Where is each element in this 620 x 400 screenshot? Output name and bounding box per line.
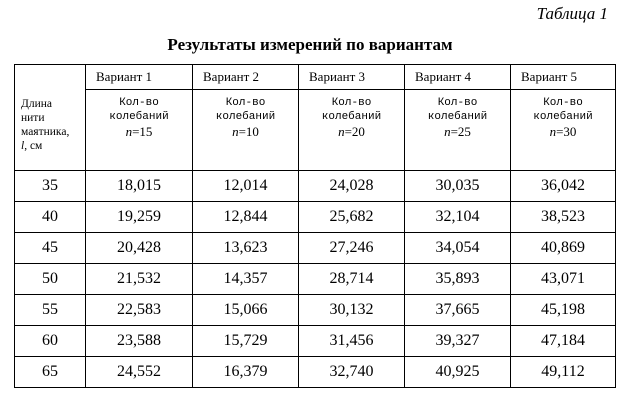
table-row (15, 295, 616, 326)
value-cell: 28,714 (299, 264, 405, 295)
oscillation-count (511, 124, 615, 139)
value-cell: 21,532 (86, 264, 193, 295)
variant-3-count-header (299, 90, 405, 171)
value-cell: 12,014 (193, 171, 299, 202)
oscillation-count (405, 124, 510, 139)
table-row (15, 171, 616, 202)
variant-4-header: Вариант 4 (405, 65, 511, 90)
n-value: =30 (556, 124, 577, 139)
n-value: =15 (132, 124, 153, 139)
value-cell: 16,379 (193, 357, 299, 388)
value-cell: 13,623 (193, 233, 299, 264)
table-caption: Таблица 1 (536, 4, 608, 23)
length-header-line-3: маятника, (21, 125, 70, 138)
length-header-line-4 (21, 139, 85, 153)
length-cell: 50 (15, 264, 86, 295)
n-value: =10 (238, 124, 259, 139)
variant-1-header: Вариант 1 (86, 65, 193, 90)
oscillation-count (193, 124, 298, 139)
length-variable: l (21, 139, 25, 152)
variant-2-count-header (193, 90, 299, 171)
length-unit: , см (24, 139, 43, 152)
value-cell: 22,583 (86, 295, 193, 326)
length-cell: 65 (15, 357, 86, 388)
value-cell: 34,054 (405, 233, 511, 264)
table-row (15, 264, 616, 295)
value-cell: 49,112 (511, 357, 616, 388)
header-row-variants (15, 65, 616, 90)
header-row-counts (15, 90, 616, 171)
table-header (15, 65, 616, 171)
n-variable: n (338, 124, 345, 139)
count-label-line-2: колебаний (427, 111, 488, 123)
n-variable: n (232, 124, 239, 139)
value-cell: 39,327 (405, 326, 511, 357)
value-cell: 35,893 (405, 264, 511, 295)
table-row (15, 202, 616, 233)
value-cell: 15,066 (193, 295, 299, 326)
value-cell: 37,665 (405, 295, 511, 326)
value-cell: 32,104 (405, 202, 511, 233)
table-row (15, 233, 616, 264)
value-cell: 25,682 (299, 202, 405, 233)
variant-3-header: Вариант 3 (299, 65, 405, 90)
value-cell: 32,740 (299, 357, 405, 388)
value-cell: 38,523 (511, 202, 616, 233)
value-cell: 18,015 (86, 171, 193, 202)
variant-5-count-header (511, 90, 616, 171)
n-value: =20 (344, 124, 365, 139)
length-header-line-2: нити (21, 111, 45, 124)
length-column-header (15, 65, 86, 171)
count-label-line-2: колебаний (533, 111, 593, 123)
value-cell: 47,184 (511, 326, 616, 357)
value-cell: 15,729 (193, 326, 299, 357)
value-cell: 30,035 (405, 171, 511, 202)
results-table (14, 64, 616, 388)
n-value: =25 (450, 124, 471, 139)
value-cell: 27,246 (299, 233, 405, 264)
value-cell: 40,925 (405, 357, 511, 388)
n-variable: n (444, 124, 451, 139)
variant-5-header: Вариант 5 (511, 65, 616, 90)
value-cell: 31,456 (299, 326, 405, 357)
value-cell: 30,132 (299, 295, 405, 326)
variant-4-count-header (405, 90, 511, 171)
table-row (15, 357, 616, 388)
table-row (15, 326, 616, 357)
value-cell: 14,357 (193, 264, 299, 295)
n-variable: n (549, 124, 557, 139)
variant-1-count-header (86, 90, 193, 171)
count-label-line-2: колебаний (321, 111, 382, 123)
value-cell: 24,028 (299, 171, 405, 202)
value-cell: 43,071 (511, 264, 616, 295)
length-cell: 60 (15, 326, 86, 357)
variant-2-header: Вариант 2 (193, 65, 299, 90)
value-cell: 45,198 (511, 295, 616, 326)
length-cell: 45 (15, 233, 86, 264)
length-header-line-1: Длина (21, 97, 52, 110)
oscillation-count (299, 124, 404, 139)
value-cell: 12,844 (193, 202, 299, 233)
value-cell: 20,428 (86, 233, 193, 264)
length-cell: 35 (15, 171, 86, 202)
count-label-line-1: Кол-во (543, 97, 583, 109)
count-label-line-2: колебаний (109, 111, 169, 123)
value-cell: 36,042 (511, 171, 616, 202)
count-label-line-1: Кол-во (119, 97, 159, 109)
count-label-line-1: Кол-во (331, 97, 372, 109)
count-label-line-1: Кол-во (437, 97, 478, 109)
table-title: Результаты измерений по вариантам (167, 35, 453, 54)
length-cell: 55 (15, 295, 86, 326)
table-body (15, 171, 616, 388)
count-label-line-2: колебаний (215, 111, 276, 123)
n-variable: n (125, 124, 133, 139)
oscillation-count (86, 124, 192, 139)
value-cell: 23,588 (86, 326, 193, 357)
value-cell: 19,259 (86, 202, 193, 233)
value-cell: 24,552 (86, 357, 193, 388)
length-cell: 40 (15, 202, 86, 233)
value-cell: 40,869 (511, 233, 616, 264)
count-label-line-1: Кол-во (225, 97, 266, 109)
